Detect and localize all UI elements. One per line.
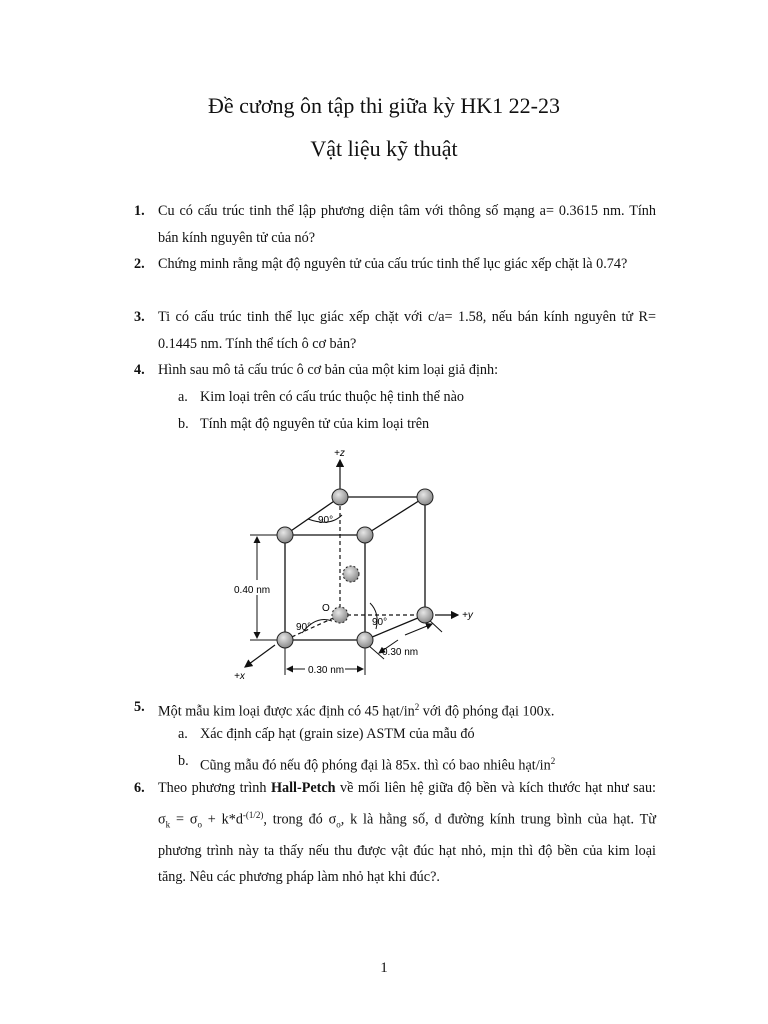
sub-text: Xác định cấp hạt (grain size) ASTM của mẫu đó [200,726,475,742]
unit-cell-figure [220,445,490,685]
question-4a [178,384,660,411]
atom [332,489,348,505]
angle-label-left: 90° [296,622,312,633]
depth-dimension-label: 0.30 nm [382,647,419,658]
sub-text: Cũng mẫu đó nếu độ phóng đại là 85x. thì có bao nhiêu hạt/in [200,757,551,774]
question-text: , trong đó σ [263,811,337,828]
sub-label: b. [178,416,189,432]
question-number: 5. [134,699,145,715]
sub-label: a. [178,389,188,405]
superscript: 2 [414,702,420,712]
sub-label: a. [178,726,188,742]
question-3 [134,304,656,357]
atom [357,632,373,648]
question-6 [134,775,656,891]
question-text: + k*d [201,811,243,828]
atom [277,632,293,648]
question-5a [178,721,660,748]
hall-petch-term: Hall-Petch [270,780,336,796]
origin-label: O [322,603,330,614]
angle-label-top: 90° [318,515,334,526]
subscript: k [165,819,171,830]
atom [357,527,373,543]
atom [417,607,433,623]
atom [417,489,433,505]
atom-hidden [332,607,348,623]
width-dimension-label: 0.30 nm [308,665,345,676]
question-text: Ti có cấu trúc tinh thể lục giác xếp chặt với c/a= 1.58, nếu bán kính nguyên tử R= 0.1445 nm. Tính thể tích ô cơ bản? [158,309,656,352]
superscript: 2 [550,756,556,766]
question-2 [134,251,656,278]
height-dimension-label: 0.40 nm [234,585,271,596]
question-4b [178,411,660,438]
page-number: 1 [380,960,388,976]
y-axis-label: +y [462,610,473,621]
question-number: 3. [134,309,145,325]
atom [277,527,293,543]
question-number: 1. [134,203,145,219]
question-4 [134,357,656,384]
z-axis-label: +z [334,448,345,459]
subscript: o [336,819,341,830]
atom-body-center [343,566,359,582]
question-text-tail: với độ phóng đại 100x. [419,703,555,720]
sub-text: Kim loại trên có cấu trúc thuộc hệ tinh thể nào [200,389,464,405]
document-title: Đề cương ôn tập thi giữa kỳ HK1 22-23 [208,93,560,118]
question-number: 4. [134,362,145,378]
question-text: Hình sau mô tả cấu trúc ô cơ bản của một kim loại giả định: [158,362,499,378]
sub-label: b. [178,753,189,769]
x-axis [245,645,275,667]
angle-label-right: 90° [372,617,388,628]
question-1 [134,198,656,251]
question-number: 6. [134,780,145,796]
question-text: Một mẫu kim loại được xác định có 45 hạt/in [158,703,415,720]
document-subtitle: Vật liệu kỹ thuật [310,136,458,161]
question-number: 2. [134,256,145,272]
question-text: , k là hằng số, d đường kính trung bình của hạt. Từ phương trình này ta thấy nếu thu được vật đúc hạt nhỏ, mịn thì độ bền của kim loại tăng. Nêu các phương pháp làm nhỏ hạt khi đúc?. [158,811,656,886]
question-text: = σ [170,811,198,828]
subscript: o [197,819,202,830]
question-text: Chứng minh rằng mật độ nguyên tử của cấu trúc tinh thể lục giác xếp chặt là 0.74? [158,256,628,272]
x-axis-label: +x [234,671,245,682]
question-text: Cu có cấu trúc tinh thể lập phương diện tâm với thông số mạng a= 0.3615 nm. Tính bán kính nguyên tử của nó? [158,203,656,246]
question-text: về mối liên hệ giữa độ bền và kích thước hạt như sau: σ [158,780,656,828]
question-text: Theo phương trình [158,780,271,796]
sub-text: Tính mật độ nguyên tử của kim loại trên [200,416,430,432]
x-axis-dashed [285,615,340,640]
superscript: -(1/2) [242,809,264,820]
